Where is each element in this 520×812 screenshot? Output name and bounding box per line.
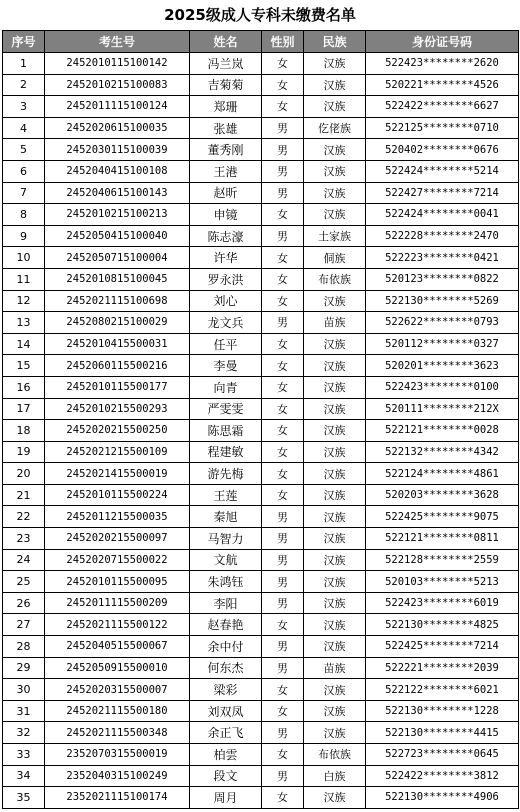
cell-ethnicity: 汉族 [304,528,366,550]
cell-ethnicity: 汉族 [304,139,366,161]
cell-name: 龙文兵 [190,312,262,334]
cell-id-number: 522423********0100 [366,376,519,398]
cell-gender: 男 [262,657,304,679]
cell-name: 李曼 [190,355,262,377]
cell-gender: 女 [262,204,304,226]
cell-ethnicity: 汉族 [304,160,366,182]
cell-name: 张雄 [190,117,262,139]
cell-index: 7 [3,182,45,204]
cell-index: 12 [3,290,45,312]
cell-ethnicity: 汉族 [304,787,366,809]
cell-id-number: 520112********0327 [366,333,519,355]
cell-index: 32 [3,722,45,744]
cell-name: 柏雲 [190,744,262,766]
cell-exam-number: 2452020215500250 [45,420,190,442]
cell-name: 文航 [190,549,262,571]
cell-gender: 女 [262,53,304,75]
table-row [3,376,519,398]
cell-ethnicity: 汉族 [304,398,366,420]
cell-ethnicity: 汉族 [304,355,366,377]
cell-ethnicity: 苗族 [304,312,366,334]
cell-ethnicity: 汉族 [304,376,366,398]
cell-index: 13 [3,312,45,334]
cell-gender: 男 [262,312,304,334]
cell-index: 21 [3,484,45,506]
cell-ethnicity: 汉族 [304,204,366,226]
cell-gender: 女 [262,614,304,636]
cell-exam-number: 2452021115500348 [45,722,190,744]
cell-ethnicity: 汉族 [304,679,366,701]
cell-name: 李阳 [190,592,262,614]
cell-id-number: 520111********212X [366,398,519,420]
cell-id-number: 522221********2039 [366,657,519,679]
cell-gender: 男 [262,592,304,614]
cell-id-number: 522424********5214 [366,160,519,182]
table-row [3,204,519,226]
table-row [3,787,519,809]
cell-id-number: 522425********7214 [366,636,519,658]
cell-id-number: 522622********0793 [366,312,519,334]
cell-ethnicity: 汉族 [304,571,366,593]
table-row [3,765,519,787]
cell-ethnicity: 土家族 [304,225,366,247]
cell-index: 3 [3,96,45,118]
cell-gender: 女 [262,441,304,463]
cell-index: 33 [3,744,45,766]
cell-name: 马智力 [190,528,262,550]
cell-exam-number: 2452040615100143 [45,182,190,204]
cell-name: 罗永洪 [190,268,262,290]
cell-ethnicity: 白族 [304,765,366,787]
table-row [3,139,519,161]
cell-index: 28 [3,636,45,658]
cell-name: 严雯雯 [190,398,262,420]
cell-index: 26 [3,592,45,614]
cell-ethnicity: 汉族 [304,74,366,96]
header-gender: 性别 [262,31,304,53]
table-row [3,571,519,593]
cell-gender: 男 [262,636,304,658]
table-row [3,528,519,550]
cell-name: 郑珊 [190,96,262,118]
cell-index: 2 [3,74,45,96]
cell-exam-number: 2452010115100142 [45,53,190,75]
table-row [3,96,519,118]
cell-ethnicity: 汉族 [304,722,366,744]
table-row [3,182,519,204]
cell-index: 4 [3,117,45,139]
cell-gender: 男 [262,160,304,182]
cell-gender: 女 [262,679,304,701]
cell-exam-number: 2352021115100174 [45,787,190,809]
table-row [3,614,519,636]
cell-index: 6 [3,160,45,182]
table-row [3,700,519,722]
cell-gender: 女 [262,700,304,722]
cell-id-number: 522427********7214 [366,182,519,204]
cell-ethnicity: 汉族 [304,592,366,614]
cell-gender: 女 [262,268,304,290]
cell-name: 向青 [190,376,262,398]
table-row [3,53,519,75]
page-title: 2025级成人专科未缴费名单 [164,6,356,24]
cell-index: 17 [3,398,45,420]
cell-id-number: 522121********0811 [366,528,519,550]
cell-exam-number: 2452030115100039 [45,139,190,161]
cell-index: 25 [3,571,45,593]
cell-name: 冯兰岚 [190,53,262,75]
cell-id-number: 522423********2620 [366,53,519,75]
cell-ethnicity: 汉族 [304,636,366,658]
table-row [3,268,519,290]
cell-name: 程建敏 [190,441,262,463]
cell-ethnicity: 仡佬族 [304,117,366,139]
table-row [3,290,519,312]
cell-index: 1 [3,53,45,75]
cell-id-number: 522228********2470 [366,225,519,247]
cell-name: 秦旭 [190,506,262,528]
cell-index: 5 [3,139,45,161]
cell-gender: 女 [262,96,304,118]
cell-exam-number: 2352070315500019 [45,744,190,766]
cell-gender: 女 [262,333,304,355]
cell-exam-number: 2452011215500035 [45,506,190,528]
cell-index: 10 [3,247,45,269]
cell-id-number: 522223********0421 [366,247,519,269]
cell-gender: 男 [262,117,304,139]
cell-gender: 女 [262,74,304,96]
table-row [3,74,519,96]
cell-gender: 男 [262,139,304,161]
cell-exam-number: 2452021115100698 [45,290,190,312]
table-row [3,484,519,506]
cell-id-number: 520221********4526 [366,74,519,96]
table-row [3,722,519,744]
cell-gender: 女 [262,247,304,269]
cell-name: 刘双凤 [190,700,262,722]
cell-exam-number: 2452010215500293 [45,398,190,420]
cell-gender: 男 [262,571,304,593]
cell-gender: 女 [262,484,304,506]
cell-exam-number: 2452011115100124 [45,96,190,118]
cell-gender: 男 [262,722,304,744]
cell-name: 余中付 [190,636,262,658]
cell-gender: 男 [262,182,304,204]
table-row [3,636,519,658]
cell-ethnicity: 布依族 [304,744,366,766]
cell-name: 赵昕 [190,182,262,204]
cell-name: 刘心 [190,290,262,312]
header-row [3,31,519,53]
cell-id-number: 522130********5269 [366,290,519,312]
cell-gender: 女 [262,420,304,442]
cell-exam-number: 2452021215500109 [45,441,190,463]
cell-id-number: 522132********4342 [366,441,519,463]
table-row [3,592,519,614]
cell-index: 24 [3,549,45,571]
cell-ethnicity: 苗族 [304,657,366,679]
table-row [3,420,519,442]
cell-id-number: 522130********4906 [366,787,519,809]
table-row [3,506,519,528]
cell-name: 王港 [190,160,262,182]
cell-name: 吉菊菊 [190,74,262,96]
cell-exam-number: 2452040415100108 [45,160,190,182]
cell-id-number: 520201********3623 [366,355,519,377]
cell-id-number: 522124********4861 [366,463,519,485]
cell-ethnicity: 汉族 [304,96,366,118]
cell-index: 18 [3,420,45,442]
table-row [3,333,519,355]
cell-name: 赵春艳 [190,614,262,636]
cell-ethnicity: 汉族 [304,484,366,506]
cell-name: 任平 [190,333,262,355]
cell-exam-number: 2452010115500095 [45,571,190,593]
cell-id-number: 522422********3812 [366,765,519,787]
cell-ethnicity: 布依族 [304,268,366,290]
table-body [3,53,519,809]
cell-index: 19 [3,441,45,463]
cell-ethnicity: 汉族 [304,549,366,571]
table-row [3,398,519,420]
cell-index: 11 [3,268,45,290]
table-header [3,31,519,53]
cell-gender: 男 [262,549,304,571]
cell-ethnicity: 汉族 [304,333,366,355]
cell-id-number: 520203********3628 [366,484,519,506]
cell-id-number: 522128********2559 [366,549,519,571]
cell-index: 30 [3,679,45,701]
cell-exam-number: 2452010115500224 [45,484,190,506]
cell-ethnicity: 汉族 [304,700,366,722]
cell-index: 20 [3,463,45,485]
cell-index: 22 [3,506,45,528]
cell-name: 陈思霜 [190,420,262,442]
cell-exam-number: 2452050715100004 [45,247,190,269]
cell-id-number: 520103********5213 [366,571,519,593]
cell-exam-number: 2452020315500007 [45,679,190,701]
cell-ethnicity: 汉族 [304,420,366,442]
cell-name: 董秀刚 [190,139,262,161]
cell-id-number: 520402********0676 [366,139,519,161]
cell-index: 15 [3,355,45,377]
cell-exam-number: 2452010415500031 [45,333,190,355]
cell-ethnicity: 侗族 [304,247,366,269]
cell-id-number: 522130********4415 [366,722,519,744]
cell-exam-number: 2452040515500067 [45,636,190,658]
header-index: 序号 [3,31,45,53]
cell-name: 申镜 [190,204,262,226]
cell-ethnicity: 汉族 [304,463,366,485]
unpaid-list-table [2,30,519,809]
table-row [3,679,519,701]
cell-name: 周月 [190,787,262,809]
cell-id-number: 522125********0710 [366,117,519,139]
cell-exam-number: 2452021115500122 [45,614,190,636]
cell-exam-number: 2452010815100045 [45,268,190,290]
cell-gender: 男 [262,528,304,550]
header-id-number: 身份证号码 [366,31,519,53]
table-row [3,463,519,485]
cell-exam-number: 2452080215100029 [45,312,190,334]
cell-name: 余正飞 [190,722,262,744]
cell-id-number: 522723********0645 [366,744,519,766]
cell-exam-number: 2452021415500019 [45,463,190,485]
cell-ethnicity: 汉族 [304,506,366,528]
table-row [3,441,519,463]
cell-index: 9 [3,225,45,247]
cell-id-number: 522423********6019 [366,592,519,614]
cell-exam-number: 2452020715500022 [45,549,190,571]
table-row [3,312,519,334]
cell-id-number: 522122********6021 [366,679,519,701]
table-row [3,247,519,269]
cell-gender: 女 [262,355,304,377]
cell-gender: 女 [262,290,304,312]
cell-exam-number: 2452050415100040 [45,225,190,247]
cell-name: 王莲 [190,484,262,506]
cell-index: 27 [3,614,45,636]
cell-gender: 男 [262,765,304,787]
header-exam-number: 考生号 [45,31,190,53]
cell-id-number: 522422********6627 [366,96,519,118]
cell-gender: 女 [262,463,304,485]
cell-name: 朱鸿钰 [190,571,262,593]
cell-id-number: 522425********9075 [366,506,519,528]
table-row [3,225,519,247]
cell-name: 许华 [190,247,262,269]
cell-exam-number: 2452060115500216 [45,355,190,377]
cell-id-number: 522424********0041 [366,204,519,226]
header-name: 姓名 [190,31,262,53]
cell-gender: 女 [262,376,304,398]
cell-exam-number: 2452050915500010 [45,657,190,679]
cell-ethnicity: 汉族 [304,53,366,75]
cell-name: 段文 [190,765,262,787]
cell-exam-number: 2452010215100083 [45,74,190,96]
cell-name: 游先梅 [190,463,262,485]
cell-exam-number: 2452010115500177 [45,376,190,398]
cell-name: 陈志濠 [190,225,262,247]
cell-gender: 女 [262,787,304,809]
cell-exam-number: 2452011115500209 [45,592,190,614]
cell-gender: 女 [262,744,304,766]
header-ethnicity: 民族 [304,31,366,53]
cell-id-number: 522130********1228 [366,700,519,722]
cell-exam-number: 2452010215100213 [45,204,190,226]
table-row [3,549,519,571]
cell-index: 8 [3,204,45,226]
cell-id-number: 522130********4825 [366,614,519,636]
cell-exam-number: 2452020215500097 [45,528,190,550]
cell-index: 14 [3,333,45,355]
cell-index: 34 [3,765,45,787]
cell-id-number: 522121********0028 [366,420,519,442]
cell-index: 23 [3,528,45,550]
cell-gender: 女 [262,398,304,420]
table-row [3,657,519,679]
cell-index: 29 [3,657,45,679]
cell-ethnicity: 汉族 [304,441,366,463]
cell-index: 35 [3,787,45,809]
cell-name: 何东杰 [190,657,262,679]
cell-ethnicity: 汉族 [304,182,366,204]
cell-gender: 男 [262,506,304,528]
cell-index: 16 [3,376,45,398]
cell-gender: 男 [262,225,304,247]
table-row [3,355,519,377]
cell-ethnicity: 汉族 [304,614,366,636]
cell-name: 梁彩 [190,679,262,701]
table-row [3,117,519,139]
cell-index: 31 [3,700,45,722]
cell-id-number: 520123********0822 [366,268,519,290]
cell-exam-number: 2452020615100035 [45,117,190,139]
cell-exam-number: 2452021115500180 [45,700,190,722]
cell-ethnicity: 汉族 [304,290,366,312]
table-row [3,744,519,766]
cell-exam-number: 2352040315100249 [45,765,190,787]
table-row [3,160,519,182]
